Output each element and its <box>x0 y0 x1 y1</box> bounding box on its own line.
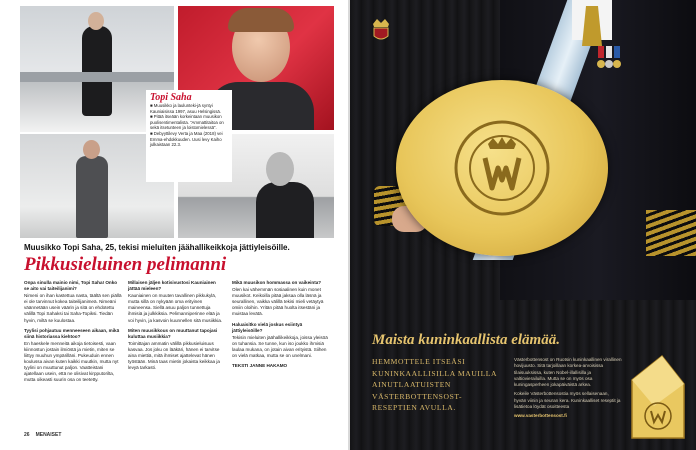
figure-sweater <box>76 156 108 238</box>
article-column-3 <box>232 280 330 373</box>
caption-name: Topi Saha <box>150 92 192 103</box>
profile-head <box>266 152 294 186</box>
portrait-hair <box>228 8 294 32</box>
question: Haluaisitko vielä joskus esiintyä jättiyleisöille? <box>232 321 303 333</box>
page-footer <box>24 432 67 438</box>
figure-coat <box>82 26 112 116</box>
advertisement-page <box>350 0 696 450</box>
article-column-1 <box>24 280 122 388</box>
answer: Nimeni on ihan kastettua nasta, täältä sen piällä ei ole tarvinnut kokea taiteilijanimeä. Nimeäni väännetään usein väärin ja sitä on ehdotettu välillä Topi Sahaksi tai Saha-Topiksi. Tiedän hyvin, miltä se kuulostaa. <box>24 293 122 323</box>
ad-url-link[interactable]: www.vasterbottensost.fi <box>514 413 567 419</box>
answer: Tekisin mieluiten jäähallikeikkoja, joissa yleisöä on tuhansia. Se tunne, kun iso joukko ihmisiä laulaa mukana, on jotain aivan erityistä. Siihen on vielä matkaa, mutta se on unelmani. <box>232 334 328 359</box>
shoreline <box>20 72 174 82</box>
article-title: Pikkusieluinen pelimanni <box>24 254 227 275</box>
medals-icon <box>596 46 632 76</box>
figure-head-2 <box>83 140 100 159</box>
article-credit: TEKSTI JANNE HAKAMO <box>232 363 288 369</box>
question: Tyylisi pohjautuu menneeseen aikaan, mikä siinä historiassa kiehtoo? <box>24 327 120 339</box>
caption-bullet: ■ Muusikko ja laulunteki-jä syntyi Kauniaisissa 1997, asuu Helsingissä. <box>150 103 221 114</box>
ad-paragraph: Västerbottensost on Ruotsin kuninkaallinen virallinen hovijuusto. Sitä tarjoillaan korkea-arvoisissa tilaisuuksissa, kuten Nobel-illallisilla ja valtiovierailuilla. Mutta se on myös osa kuningasperheen jokapäiväistä arkea. <box>514 357 622 388</box>
profile-body <box>256 182 314 238</box>
question: Mikä muusikon hommassa on vaikeinta? <box>232 280 322 285</box>
answer: En haeskele menneitä aikoja tietoisesti, vaan kiinnostun jostain ilmiöstä ja mietin, miten se liittyy muuhun ympärilläni. Pukeuduin ennen koulussa aivan kuten kaikki muutkin, mutta nyt tyylini on muuttunut paljon. Vaatteistani ajatellaan usein, että ne olisivat kirpputorilta, mutta oikeasti suurin osa on teetetty. <box>24 340 119 383</box>
caption-bullet: ■ Pitää itseään korkeintaan muusikon puolisentimentalista. ”Ammattitaitoa on sekä itsetunteen ja loistomielessä”. <box>150 114 224 131</box>
caption-bullet: ■ Debyyttilevy Verta ja Maa (2018) vei Emma-ehdokkuuden. Uusi levy Kaiho julkaistaan 22.3. <box>150 130 223 148</box>
question: Millaisen jäljen kotisivustosi Kauniainen jättää mieleen? <box>128 280 216 292</box>
magazine-name: MENAISET <box>35 432 62 438</box>
ad-body <box>514 357 622 423</box>
vasterbottensost-seal-icon <box>452 118 552 218</box>
article-intro: Muusikko Topi Saha, 25, tekisi mieluiten jäähallikeikkoja jättiyleisöille. <box>24 243 290 252</box>
article-column-2 <box>128 280 226 375</box>
royal-crest-icon <box>370 16 392 42</box>
photo-caption-box <box>146 90 232 182</box>
page-number: 26 <box>24 432 30 438</box>
answer: Toimittajan ammatin välillä pikkusieluisuus kasvaa. Jos joku on lääkäri, hänen ei tarvitse aina miettiä, mitä ihmiset ajattelevat hänen työstään. Minä taas mietin jokaista keikkaa ja levyä tarkasti. <box>128 340 220 371</box>
ad-headline: Maista kuninkaallista elämää. <box>372 332 560 348</box>
question: Miten muusikkous on muuttanut tapojasi kuluttaa musiikkia? <box>128 327 218 339</box>
ad-paragraph: Kokeile Västerbottensostia myös sellaisenaan, hyvän viinin ja seuran kera. Kuninkaalliset reseptit ja lisätietoa löydät osoitteesta <box>514 391 621 410</box>
answer: Kauniainen on muuten tavallinen pikkukylä, mutta sillä on nykyään oma erityinen maineensa. Siellä asuu paljon tunnettuja ihmisiä ja julkkiksia. Pelimanniperinne elää ja voi hyvin, ja kasvoin kuunnellen sitä musiikkia. <box>128 293 223 323</box>
gold-braid-sleeve <box>646 210 696 256</box>
ad-tagline: HEMMOTTELE ITSEÄSI KUNINKAALLISILLA MAUILLA AINUTLAATUISTEN VÄSTERBOTTENSOST-RESEPTIEN AVULLA. <box>372 357 497 412</box>
cheese-wedge-package-icon <box>626 350 688 442</box>
figure-head <box>88 12 104 30</box>
answer: Olen kai vähemmän sosiaalinen kuin monet muusikot. Keikoilla pitää jaksaa olla läsnä ja seurallinen, vaikka välillä tekisi mieli vetäytyä omiin oloihin. Yritän pitää huolta itsestäni ja muistaa levätä. <box>232 287 324 317</box>
question: Onpa sinulla mainio nimi, Topi Saha! Onko se aito vai taiteilijanimi? <box>24 280 118 292</box>
